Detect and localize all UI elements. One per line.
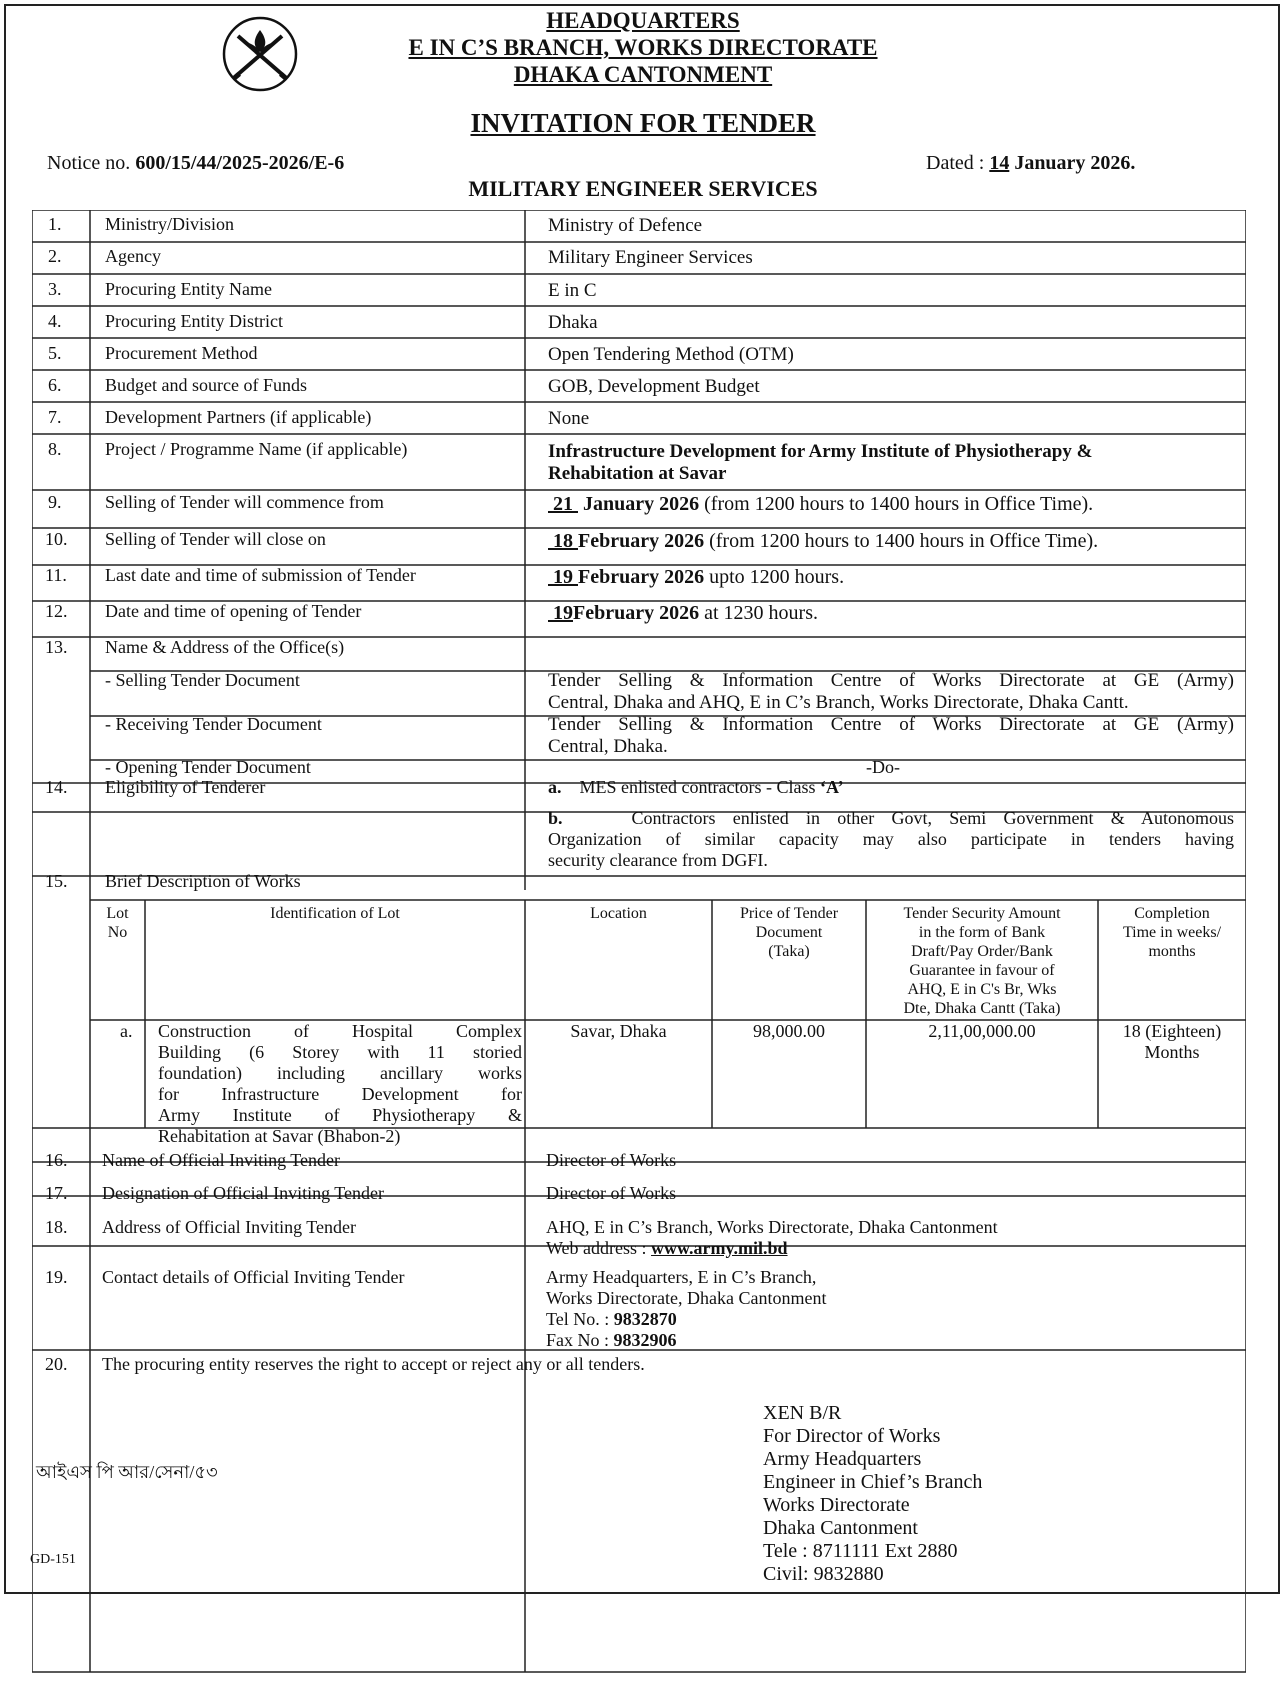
header-cantonment: DHAKA CANTONMENT [513, 62, 773, 87]
form-code: GD-151 [30, 1552, 76, 1567]
website-link[interactable]: www.army.mil.bd [651, 1238, 788, 1258]
document-title: INVITATION FOR TENDER [470, 108, 816, 138]
ispr-code: আইএস পি আর/সেনা/৫৩ [36, 1462, 218, 1482]
header-branch: E IN C’S BRANCH, WORKS DIRECTORATE [408, 35, 878, 60]
service-title: MILITARY ENGINEER SERVICES [468, 176, 818, 201]
notice-date: Dated : 14 January 2026. [926, 152, 1136, 174]
notice-number: Notice no. 600/15/44/2025-2026/E-6 [47, 152, 345, 174]
header-headquarters: HEADQUARTERS [546, 8, 740, 33]
